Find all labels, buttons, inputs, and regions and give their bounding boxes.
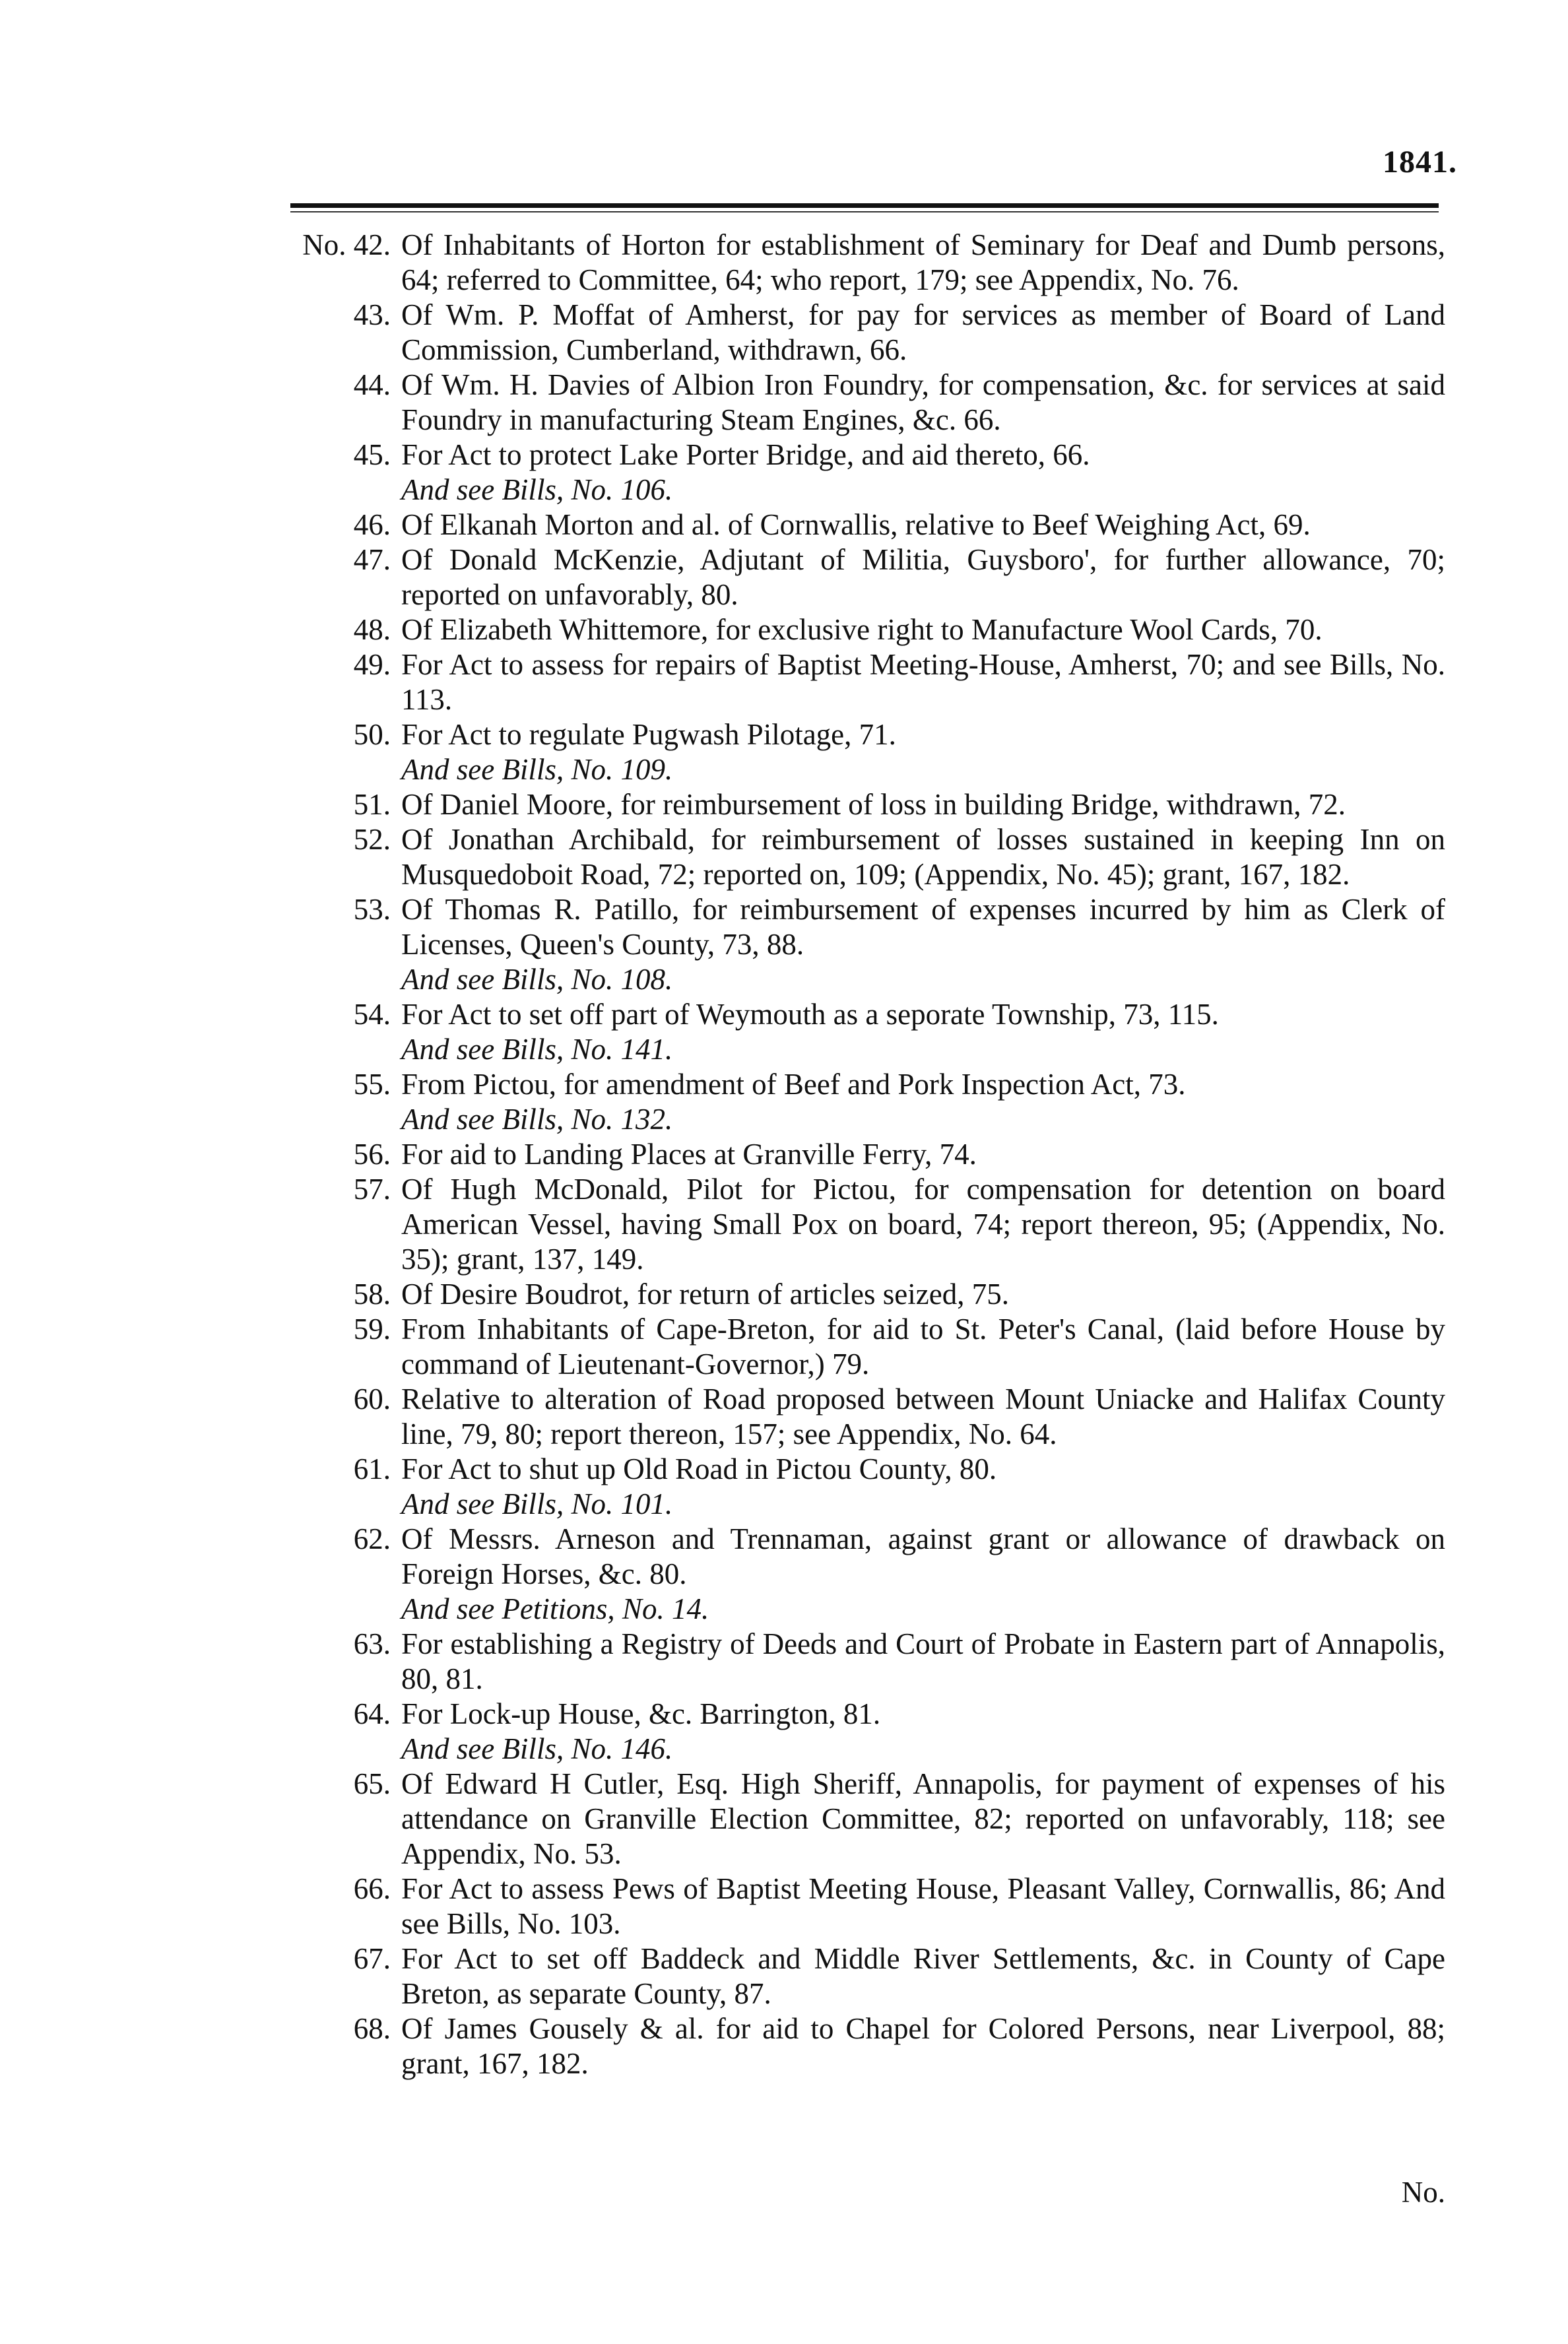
entry-cross-reference: And see Bills, No. 146.: [401, 1732, 673, 1765]
entry-body: [401, 1872, 1445, 1941]
entry-text: Of Elizabeth Whittemore, for exclusive right to Manufacture Wool Cards, 70.: [401, 613, 1323, 646]
entry-number: 47.: [353, 543, 391, 576]
entry-text: Of Edward H Cutler, Esq. High Sheriff, Annapolis, for payment of expenses of his attendance on Granville Election Committee, 82; reported on unfavorably, 118; see Appendix, No. 53.: [401, 1767, 1445, 1870]
entry-body: [401, 298, 1445, 368]
catchword: No.: [1401, 2176, 1445, 2209]
header-rule: [290, 203, 1439, 208]
petition-entry: [210, 1312, 1445, 1382]
entry-number: 66.: [353, 1872, 391, 1905]
entry-text: For Act to assess Pews of Baptist Meeting House, Pleasant Valley, Cornwallis, 86; And see Bills, No. 103.: [401, 1872, 1445, 1940]
entry-number: 61.: [353, 1452, 391, 1485]
entry-text: From Pictou, for amendment of Beef and Pork Inspection Act, 73.: [401, 1068, 1186, 1101]
entry-number: 48.: [353, 613, 391, 646]
entry-body: [401, 438, 1445, 507]
entry-body: [401, 1067, 1445, 1137]
petition-entry: [210, 717, 1445, 787]
header-rule-thin: [290, 211, 1439, 212]
entry-text: From Inhabitants of Cape-Breton, for aid to St. Peter's Canal, (laid before House by command of Lieutenant-Governor,) 79.: [401, 1313, 1445, 1381]
entry-text: For aid to Landing Places at Granville Ferry, 74.: [401, 1138, 977, 1171]
entry-number: 63.: [353, 1627, 391, 1660]
entry-text: Of Elkanah Morton and al. of Cornwallis, relative to Beef Weighing Act, 69.: [401, 508, 1311, 541]
entry-body: [401, 1277, 1445, 1312]
petition-entry: [210, 1767, 1445, 1872]
entry-cross-reference: And see Bills, No. 132.: [401, 1103, 673, 1136]
entry-body: [401, 1172, 1445, 1277]
entry-number: 56.: [353, 1138, 391, 1171]
entry-text: Of Wm. P. Moffat of Amherst, for pay for services as member of Board of Land Commission, Cumberland, withdrawn, 66.: [401, 298, 1445, 366]
entry-body: [401, 822, 1445, 892]
entry-text: For Act to regulate Pugwash Pilotage, 71.: [401, 718, 896, 751]
entry-cross-reference: And see Petitions, No. 14.: [401, 1592, 709, 1625]
entry-number: 59.: [353, 1313, 391, 1346]
entry-cross-reference: And see Bills, No. 108.: [401, 963, 673, 996]
entry-text: For Act to assess for repairs of Baptist Meeting-House, Amherst, 70; and see Bills, No. 113.: [401, 648, 1445, 716]
petition-entry: [210, 438, 1445, 507]
entry-number: 65.: [353, 1767, 391, 1800]
entry-body: [401, 1522, 1445, 1627]
entry-body: [401, 228, 1445, 298]
entry-body: [401, 2011, 1445, 2081]
entry-text: For Act to set off part of Weymouth as a seporate Township, 73, 115.: [401, 998, 1219, 1031]
petition-entry: [210, 1627, 1445, 1697]
entry-text: Of Inhabitants of Horton for establishment of Seminary for Deaf and Dumb persons, 64; referred to Committee, 64; who report, 179; see Appendix, No. 76.: [401, 228, 1445, 296]
entry-number: 64.: [353, 1697, 391, 1730]
entry-text: Of Messrs. Arneson and Trennaman, against grant or allowance of drawback on Foreign Horses, &c. 80.: [401, 1522, 1445, 1590]
entry-text: Of Thomas R. Patillo, for reimbursement of expenses incurred by him as Clerk of Licenses, Queen's County, 73, 88.: [401, 893, 1445, 961]
petition-entry: [210, 997, 1445, 1067]
entry-number: 58.: [353, 1278, 391, 1311]
entry-text: Of Daniel Moore, for reimbursement of loss in building Bridge, withdrawn, 72.: [401, 788, 1346, 821]
entry-body: [401, 542, 1445, 612]
entry-body: [401, 1941, 1445, 2011]
entry-number: 50.: [353, 718, 391, 751]
entry-number: 45.: [353, 438, 391, 471]
entry-body: [401, 647, 1445, 717]
entry-number: 46.: [353, 508, 391, 541]
petition-entry: [210, 787, 1445, 822]
entry-number: No. 42.: [302, 228, 391, 261]
entry-body: [401, 1452, 1445, 1522]
petition-entry: [210, 542, 1445, 612]
entry-number: 55.: [353, 1068, 391, 1101]
petition-entry: [210, 1382, 1445, 1452]
petition-entry: [210, 507, 1445, 542]
entry-body: [401, 892, 1445, 997]
entry-text: Of Donald McKenzie, Adjutant of Militia, Guysboro', for further allowance, 70; reported on unfavorably, 80.: [401, 543, 1445, 611]
entry-body: [401, 997, 1445, 1067]
petition-entry: [210, 1067, 1445, 1137]
petition-entry: [210, 612, 1445, 647]
entry-cross-reference: And see Bills, No. 109.: [401, 753, 673, 786]
petition-entry: [210, 228, 1445, 298]
petition-entry: [210, 647, 1445, 717]
petition-entry: [210, 892, 1445, 997]
entry-number: 62.: [353, 1522, 391, 1555]
entry-text: Of James Gousely & al. for aid to Chapel for Colored Persons, near Liverpool, 88; grant, 167, 182.: [401, 2012, 1445, 2080]
entry-cross-reference: And see Bills, No. 141.: [401, 1033, 673, 1066]
entry-text: Of Jonathan Archibald, for reimbursement of losses sustained in keeping Inn on Musquedoboit Road, 72; reported on, 109; (Appendix, No. 45); grant, 167, 182.: [401, 823, 1445, 891]
petition-entry: [210, 2011, 1445, 2081]
entry-text: For Act to set off Baddeck and Middle River Settlements, &c. in County of Cape Breton, as separate County, 87.: [401, 1942, 1445, 2010]
entry-number: 43.: [353, 298, 391, 331]
entry-body: [401, 1767, 1445, 1872]
petition-entry: [210, 1172, 1445, 1277]
entry-number: 57.: [353, 1173, 391, 1206]
entry-body: [401, 507, 1445, 542]
petition-entry: [210, 1522, 1445, 1627]
petition-entry: [210, 822, 1445, 892]
entry-body: [401, 1382, 1445, 1452]
petition-entry: [210, 1277, 1445, 1312]
entry-number: 60.: [353, 1383, 391, 1416]
entry-body: [401, 1627, 1445, 1697]
entry-number: 68.: [353, 2012, 391, 2045]
entry-text: For Lock-up House, &c. Barrington, 81.: [401, 1697, 881, 1730]
entry-body: [401, 717, 1445, 787]
entry-body: [401, 1312, 1445, 1382]
entry-text: For establishing a Registry of Deeds and Court of Probate in Eastern part of Annapolis, 80, 81.: [401, 1627, 1445, 1695]
entry-body: [401, 1697, 1445, 1767]
entry-cross-reference: And see Bills, No. 106.: [401, 473, 673, 506]
entry-number: 44.: [353, 368, 391, 401]
entry-number: 51.: [353, 788, 391, 821]
entry-text: Relative to alteration of Road proposed between Mount Uniacke and Halifax County line, 79, 80; report thereon, 157; see Appendix, No. 64.: [401, 1383, 1445, 1450]
page-year-heading: 1841.: [1383, 145, 1457, 179]
entry-body: [401, 612, 1445, 647]
entry-text: Of Hugh McDonald, Pilot for Pictou, for compensation for detention on board American Vessel, having Small Pox on board, 74; report thereon, 95; (Appendix, No. 35); grant, 137, 149.: [401, 1173, 1445, 1276]
petition-entry: [210, 298, 1445, 368]
entry-body: [401, 1137, 1445, 1172]
entry-text: For Act to shut up Old Road in Pictou County, 80.: [401, 1452, 997, 1485]
entry-text: For Act to protect Lake Porter Bridge, and aid thereto, 66.: [401, 438, 1090, 471]
entry-number: 54.: [353, 998, 391, 1031]
entry-body: [401, 787, 1445, 822]
petition-entry: [210, 1452, 1445, 1522]
petition-entry: [210, 1872, 1445, 1941]
petition-entry: [210, 368, 1445, 438]
entry-number: 67.: [353, 1942, 391, 1975]
petition-entry: [210, 1697, 1445, 1767]
entry-number: 53.: [353, 893, 391, 926]
petition-entry: [210, 1137, 1445, 1172]
entry-text: Of Desire Boudrot, for return of articles seized, 75.: [401, 1278, 1009, 1311]
entry-text: Of Wm. H. Davies of Albion Iron Foundry, for compensation, &c. for services at said Foundry in manufacturing Steam Engines, &c. 66.: [401, 368, 1445, 436]
entry-body: [401, 368, 1445, 438]
entry-number: 49.: [353, 648, 391, 681]
petition-entries-list: [210, 228, 1445, 2081]
petition-entry: [210, 1941, 1445, 2011]
entry-number: 52.: [353, 823, 391, 856]
entry-cross-reference: And see Bills, No. 101.: [401, 1487, 673, 1520]
